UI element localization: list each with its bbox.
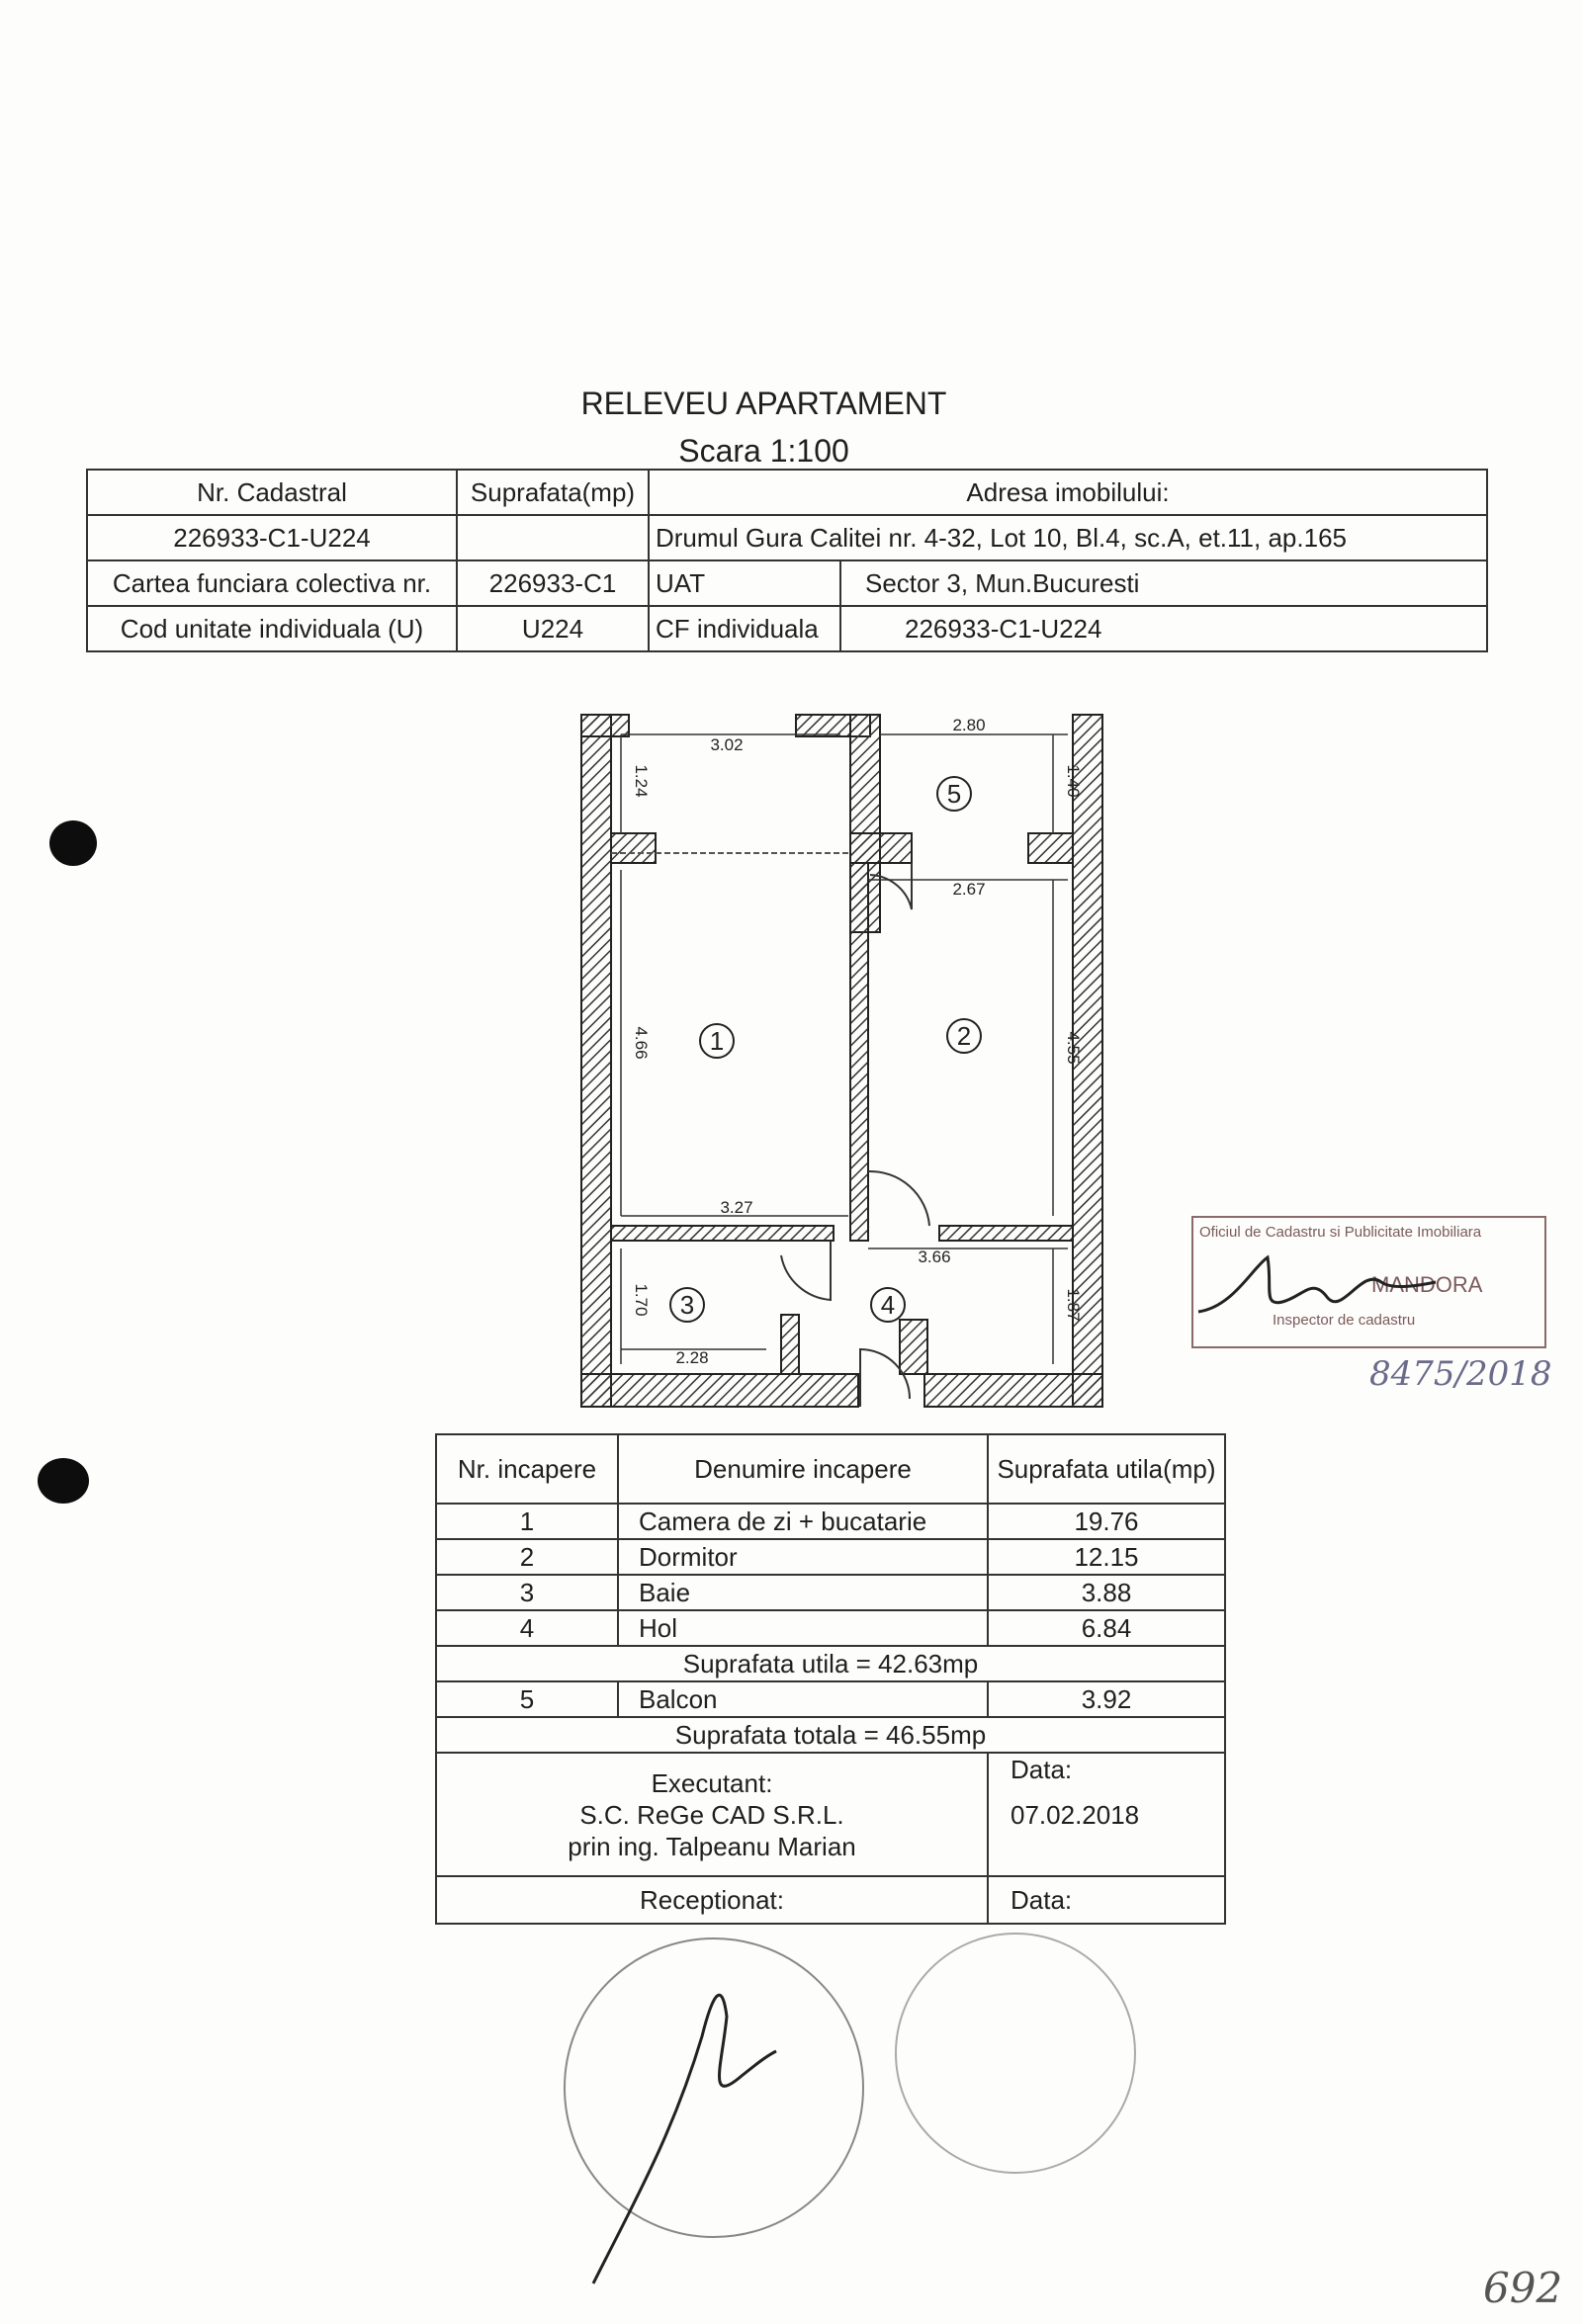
- document-title: RELEVEU APARTAMENT: [580, 386, 947, 421]
- total-row: Suprafata totala = 46.55mp: [436, 1717, 1225, 1753]
- adresa-value: Drumul Gura Calitei nr. 4-32, Lot 10, Bl.4, sc.A, et.11, ap.165: [649, 515, 1487, 560]
- room-area: 19.76: [988, 1504, 1225, 1539]
- room-name: Baie: [618, 1575, 988, 1610]
- uat-label: UAT: [649, 560, 840, 606]
- rooms-table: [435, 1433, 1226, 1925]
- room-number: 5: [946, 779, 962, 809]
- subtotal-row: Suprafata utila = 42.63mp: [436, 1646, 1225, 1681]
- room-nr: 3: [436, 1575, 618, 1610]
- room-nr: 2: [436, 1539, 618, 1575]
- page-number: 692: [1483, 2264, 1563, 2312]
- table-row: [436, 1504, 1225, 1539]
- cadastre-stamp: [1191, 1216, 1546, 1348]
- executant-person: prin ing. Talpeanu Marian: [568, 1831, 856, 1861]
- carte-label: Cartea funciara colectiva nr.: [87, 560, 457, 606]
- stamp-name: MANDORA: [1371, 1272, 1483, 1297]
- door-arc: [868, 1171, 929, 1226]
- dim-label: 1.70: [632, 1283, 651, 1317]
- room-number: 1: [709, 1026, 725, 1056]
- col-area-header: Suprafata utila(mp): [988, 1434, 1225, 1504]
- receptionat-label: Receptionat:: [436, 1876, 988, 1924]
- date-value: 07.02.2018: [1011, 1800, 1140, 1830]
- room-nr: 4: [436, 1610, 618, 1646]
- dim-label: 3.02: [710, 735, 744, 754]
- col-name-header: Denumire incapere: [618, 1434, 988, 1504]
- header-table: [86, 469, 1488, 652]
- cf-value: 226933-C1-U224: [840, 606, 1487, 651]
- punch-hole: [49, 820, 97, 866]
- table-row: [436, 1575, 1225, 1610]
- floor-plan: [573, 707, 1107, 1419]
- dim-label: 1.87: [1064, 1288, 1083, 1322]
- room-nr: 5: [436, 1681, 618, 1717]
- dim-label: 1.40: [1064, 764, 1083, 798]
- dim-label: 2.67: [952, 880, 986, 899]
- stamp-office: Oficiul de Cadastru si Publicitate Imobiliara: [1199, 1224, 1482, 1241]
- table-row: [436, 1681, 1225, 1717]
- handwritten-number: 8475/2018: [1369, 1354, 1552, 1394]
- room-number: 4: [880, 1290, 896, 1320]
- nr-cadastral-value: 226933-C1-U224: [87, 515, 457, 560]
- cod-value: U224: [457, 606, 649, 651]
- table-row: [436, 1539, 1225, 1575]
- executant-label: Executant:: [651, 1767, 773, 1798]
- room-area: 3.92: [988, 1681, 1225, 1717]
- punch-hole: [38, 1458, 89, 1504]
- date-cell: [988, 1753, 1225, 1876]
- dim-label: 4.66: [632, 1026, 651, 1060]
- room-name: Dormitor: [618, 1539, 988, 1575]
- uat-value: Sector 3, Mun.Bucuresti: [840, 560, 1487, 606]
- col-nr-header: Nr. incapere: [436, 1434, 618, 1504]
- adresa-label: Adresa imobilului:: [649, 470, 1487, 515]
- walls: [581, 715, 1102, 1407]
- room-number: 2: [956, 1021, 972, 1051]
- document-scale: Scara 1:100: [678, 433, 849, 469]
- room-number: 3: [679, 1290, 695, 1320]
- executant-cell: [436, 1753, 988, 1876]
- room-area: 6.84: [988, 1610, 1225, 1646]
- dim-label: 2.28: [675, 1348, 709, 1367]
- room-name: Balcon: [618, 1681, 988, 1717]
- round-seal: [895, 1933, 1136, 2174]
- dim-label: 3.66: [918, 1248, 951, 1266]
- executant-company: S.C. ReGe CAD S.R.L.: [579, 1799, 844, 1830]
- suprafata-value: [457, 515, 649, 560]
- date-label: Data:: [1011, 1755, 1073, 1784]
- signature: [1193, 1228, 1441, 1336]
- dim-label: 4.55: [1064, 1031, 1083, 1065]
- cf-label: CF individuala: [649, 606, 840, 651]
- room-area: 12.15: [988, 1539, 1225, 1575]
- room-nr: 1: [436, 1504, 618, 1539]
- dimension-lines: [621, 734, 1068, 1364]
- room-name: Hol: [618, 1610, 988, 1646]
- dim-label: 2.80: [952, 716, 986, 734]
- room-area: 3.88: [988, 1575, 1225, 1610]
- suprafata-label: Suprafata(mp): [457, 470, 649, 515]
- table-row: [436, 1610, 1225, 1646]
- nr-cadastral-label: Nr. Cadastral: [87, 470, 457, 515]
- engineer-signature: [573, 1957, 811, 2293]
- room-name: Camera de zi + bucatarie: [618, 1504, 988, 1539]
- cod-label: Cod unitate individuala (U): [87, 606, 457, 651]
- dim-label: 3.27: [720, 1198, 753, 1217]
- carte-value: 226933-C1: [457, 560, 649, 606]
- stamp-role: Inspector de cadastru: [1273, 1312, 1416, 1329]
- dim-label: 1.24: [632, 764, 651, 798]
- date2-label: Data:: [988, 1876, 1225, 1924]
- door-arc: [781, 1241, 831, 1300]
